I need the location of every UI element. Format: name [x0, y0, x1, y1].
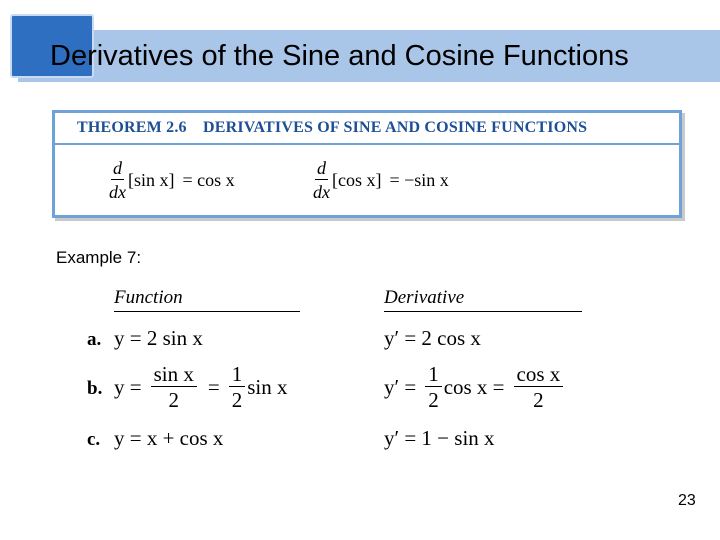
- derivative-b-fraction-2: [514, 364, 564, 411]
- function-b-tail: sin x: [247, 375, 288, 399]
- rule2-result: = −sin x: [389, 169, 449, 190]
- operator-denominator: dx: [313, 182, 330, 202]
- operator-denominator: dx: [109, 182, 126, 202]
- derivative-b-fraction-1: [425, 364, 442, 411]
- fraction-denominator: 2: [428, 388, 439, 412]
- page-number: 23: [678, 492, 696, 509]
- rule1-result: = cos x: [182, 169, 235, 190]
- fraction-denominator: 2: [231, 388, 243, 412]
- theorem-heading: [55, 113, 679, 145]
- function-b-lhs: y =: [114, 375, 142, 399]
- slide-title: Derivatives of the Sine and Cosine Functions: [50, 40, 629, 72]
- row-label-a: a.: [87, 329, 102, 350]
- rule1-argument: [sin x]: [128, 169, 175, 190]
- fraction-denominator: 2: [533, 388, 544, 412]
- operator-numerator: d: [317, 158, 326, 178]
- derivative-b: [384, 364, 565, 411]
- function-b-equals: =: [207, 375, 220, 399]
- cosine-derivative-rule: [313, 159, 449, 201]
- derivative-operator: [109, 159, 126, 201]
- fraction-numerator: 1: [229, 364, 246, 387]
- fraction-numerator: 1: [425, 364, 442, 387]
- sine-derivative-rule: [109, 159, 235, 201]
- fraction-numerator: sin x: [151, 364, 197, 387]
- function-c: y = x + cos x: [114, 426, 224, 450]
- derivative-operator: [313, 159, 330, 201]
- derivative-b-lhs: y′ =: [384, 375, 417, 399]
- theorem-number: THEOREM 2.6: [77, 119, 187, 136]
- theorem-body: [55, 145, 679, 215]
- function-a: y = 2 sin x: [114, 326, 203, 350]
- theorem-box: [52, 110, 682, 218]
- fraction-numerator: cos x: [514, 364, 564, 387]
- derivative-c: y′ = 1 − sin x: [384, 426, 495, 450]
- derivative-b-middle: cos x =: [443, 375, 505, 399]
- fraction-denominator: 2: [168, 388, 179, 412]
- operator-numerator: d: [113, 158, 122, 178]
- column-header-derivative: Derivative: [384, 287, 582, 312]
- function-b: [114, 364, 287, 411]
- row-label-b: b.: [87, 378, 103, 399]
- column-header-function: Function: [114, 287, 300, 312]
- theorem-name: DERIVATIVES OF SINE AND COSINE FUNCTIONS: [202, 119, 588, 136]
- derivative-a: y′ = 2 cos x: [384, 326, 481, 350]
- example-label: Example 7:: [56, 248, 142, 267]
- rule2-argument: [cos x]: [332, 169, 382, 190]
- function-b-fraction-1: [151, 364, 197, 411]
- function-b-fraction-2: [229, 364, 246, 411]
- row-label-c: c.: [87, 429, 101, 450]
